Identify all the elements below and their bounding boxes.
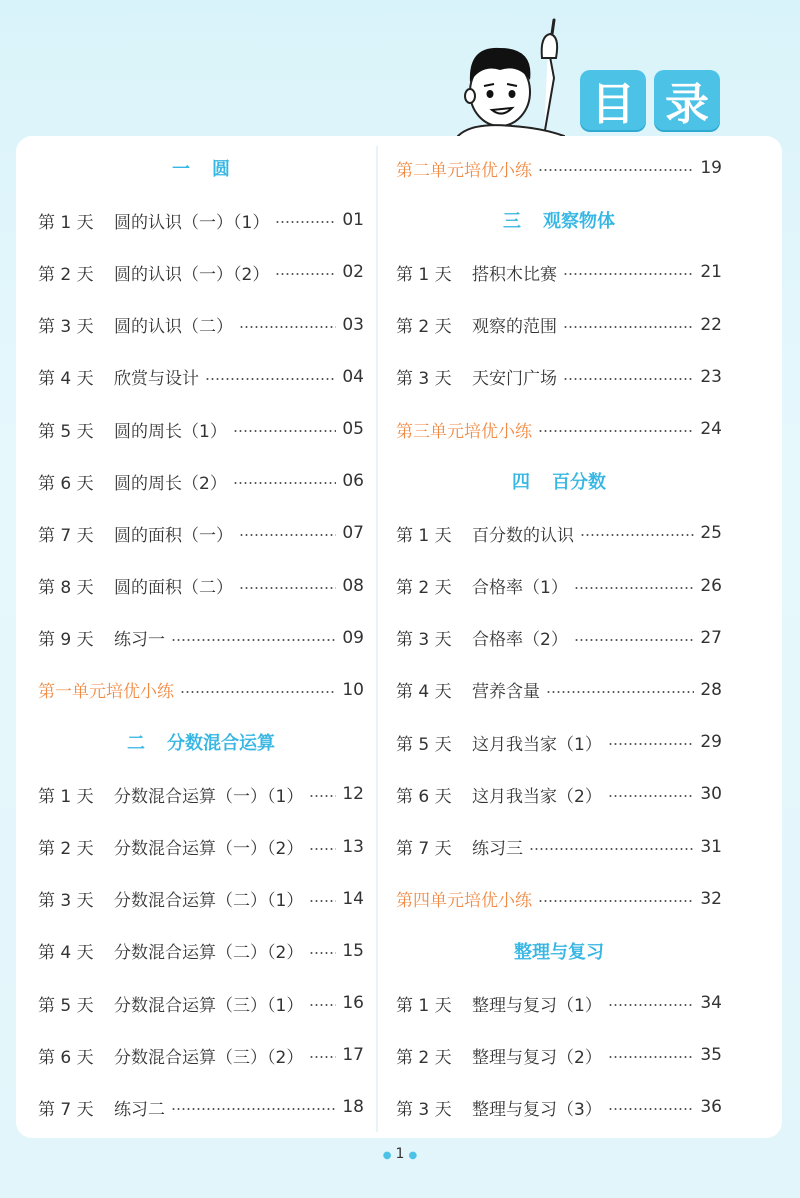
entry-title: 天安门广场	[472, 369, 557, 390]
toc-entry[interactable]	[396, 716, 722, 768]
unit-title: 整理与复习	[514, 941, 604, 963]
day-label: 第 2 天	[396, 1047, 452, 1068]
entry-title: 观察的范围	[472, 317, 557, 338]
review-title: 第三单元培优小练	[396, 421, 532, 442]
unit-title: 圆	[212, 159, 230, 181]
page-number: 31	[700, 836, 722, 857]
unit-review-entry[interactable]	[38, 664, 364, 716]
day-label: 第 8 天	[38, 578, 94, 599]
page-number: 21	[700, 262, 722, 283]
leader-dots	[205, 378, 336, 380]
entry-title: 分数混合运算（二）（2）	[114, 943, 304, 964]
unit-review-entry[interactable]	[396, 873, 722, 925]
page-number: 17	[342, 1045, 364, 1066]
page-number: 13	[342, 836, 364, 857]
page-number: 16	[342, 993, 364, 1014]
entry-title: 圆的周长（1）	[114, 421, 227, 442]
toc-entry[interactable]	[38, 1029, 364, 1081]
entry-title: 这月我当家（2）	[472, 786, 602, 807]
page-number: 24	[700, 419, 722, 440]
page-number: 36	[700, 1097, 722, 1118]
day-label: 第 6 天	[38, 1047, 94, 1068]
page-number: 07	[342, 523, 364, 544]
leader-dots	[309, 848, 336, 850]
toc-entry[interactable]	[396, 246, 722, 298]
toc-entry[interactable]	[38, 194, 364, 246]
page-number: 12	[342, 784, 364, 805]
toc-entry[interactable]	[38, 925, 364, 977]
entry-title: 百分数的认识	[472, 525, 574, 546]
boy-mascot-icon	[452, 18, 572, 148]
day-label: 第 4 天	[396, 682, 452, 703]
leader-dots	[538, 169, 694, 171]
day-label: 第 6 天	[38, 473, 94, 494]
leader-dots	[546, 691, 694, 693]
toc-entry[interactable]	[38, 299, 364, 351]
day-label: 第 5 天	[396, 734, 452, 755]
entry-title: 营养含量	[472, 682, 540, 703]
toc-entry[interactable]	[38, 873, 364, 925]
unit-title: 百分数	[552, 472, 606, 494]
day-label: 第 5 天	[38, 421, 94, 442]
page-number: 02	[342, 262, 364, 283]
entry-title: 整理与复习（2）	[472, 1047, 602, 1068]
leader-dots	[239, 326, 336, 328]
leader-dots	[529, 848, 694, 850]
page-number: 05	[342, 419, 364, 440]
page-number: 30	[700, 784, 722, 805]
day-label: 第 1 天	[396, 525, 452, 546]
day-label: 第 3 天	[396, 1099, 452, 1120]
entry-title: 分数混合运算（一）（2）	[114, 839, 304, 860]
toc-entry[interactable]	[396, 1081, 722, 1133]
leader-dots	[239, 587, 336, 589]
unit-review-entry[interactable]	[396, 403, 722, 455]
toc-entry[interactable]	[396, 1029, 722, 1081]
toc-entry[interactable]	[396, 977, 722, 1029]
day-label: 第 2 天	[396, 317, 452, 338]
footer-dot-icon: ●	[408, 1150, 418, 1161]
entry-title: 圆的周长（2）	[114, 473, 227, 494]
unit-review-entry[interactable]	[396, 142, 722, 194]
page-number: 06	[342, 471, 364, 492]
title-char-2: 录	[654, 70, 720, 130]
leader-dots	[563, 273, 694, 275]
entry-title: 这月我当家（1）	[472, 734, 602, 755]
toc-entry[interactable]	[38, 612, 364, 664]
page-number: 23	[700, 366, 722, 387]
footer-page-number: 1	[395, 1146, 405, 1162]
unit-heading	[38, 716, 364, 768]
day-label: 第 1 天	[38, 786, 94, 807]
day-label: 第 3 天	[38, 891, 94, 912]
leader-dots	[563, 378, 694, 380]
page-number: 19	[700, 158, 722, 179]
leader-dots	[309, 952, 336, 954]
day-label: 第 2 天	[396, 578, 452, 599]
day-label: 第 1 天	[396, 995, 452, 1016]
left-column	[38, 142, 364, 1134]
page-number: 03	[342, 314, 364, 335]
entry-title: 合格率（1）	[472, 578, 568, 599]
toc-entry[interactable]	[396, 768, 722, 820]
page-number: 22	[700, 314, 722, 335]
leader-dots	[171, 639, 336, 641]
leader-dots	[574, 639, 694, 641]
entry-title: 练习一	[114, 630, 165, 651]
entry-title: 分数混合运算（二）（1）	[114, 891, 304, 912]
entry-title: 搭积木比赛	[472, 264, 557, 285]
day-label: 第 7 天	[38, 1099, 94, 1120]
leader-dots	[309, 1004, 336, 1006]
unit-heading	[396, 925, 722, 977]
unit-heading	[38, 142, 364, 194]
leader-dots	[608, 1004, 694, 1006]
day-label: 第 4 天	[38, 943, 94, 964]
leader-dots	[309, 1056, 336, 1058]
unit-number: 三	[503, 211, 521, 233]
leader-dots	[580, 534, 694, 536]
entry-title: 合格率（2）	[472, 630, 568, 651]
footer-dot-icon: ●	[382, 1150, 392, 1161]
day-label: 第 3 天	[396, 369, 452, 390]
leader-dots	[239, 534, 336, 536]
leader-dots	[574, 587, 694, 589]
leader-dots	[538, 430, 694, 432]
page-number: 34	[700, 993, 722, 1014]
entry-title: 练习三	[472, 839, 523, 860]
review-title: 第四单元培优小练	[396, 891, 532, 912]
day-label: 第 7 天	[396, 839, 452, 860]
unit-title: 观察物体	[543, 211, 615, 233]
title-char-1: 目	[580, 70, 646, 130]
leader-dots	[309, 900, 336, 902]
toc-entry[interactable]	[396, 612, 722, 664]
day-label: 第 3 天	[396, 630, 452, 651]
toc-entry[interactable]	[396, 560, 722, 612]
entry-title: 圆的认识（二）	[114, 317, 233, 338]
entry-title: 练习二	[114, 1099, 165, 1120]
leader-dots	[538, 900, 694, 902]
leader-dots	[233, 430, 336, 432]
toc-entry[interactable]	[396, 351, 722, 403]
column-divider	[376, 146, 378, 1132]
day-label: 第 2 天	[38, 839, 94, 860]
entry-title: 圆的面积（二）	[114, 578, 233, 599]
page-number: 28	[700, 679, 722, 700]
unit-number: 四	[512, 472, 530, 494]
page-footer	[0, 1146, 800, 1162]
leader-dots	[608, 1108, 694, 1110]
day-label: 第 5 天	[38, 995, 94, 1016]
page-number: 01	[342, 210, 364, 231]
page-number: 04	[342, 366, 364, 387]
entry-title: 欣赏与设计	[114, 369, 199, 390]
toc-entry[interactable]	[396, 820, 722, 872]
entry-title: 圆的认识（一）（1）	[114, 212, 270, 233]
toc-entry[interactable]	[396, 507, 722, 559]
page-number: 25	[700, 523, 722, 544]
toc-entry[interactable]	[38, 1081, 364, 1133]
page-number: 27	[700, 627, 722, 648]
leader-dots	[608, 743, 694, 745]
toc-entry[interactable]	[396, 299, 722, 351]
leader-dots	[275, 221, 336, 223]
leader-dots	[171, 1108, 336, 1110]
day-label: 第 9 天	[38, 630, 94, 651]
leader-dots	[233, 482, 336, 484]
toc-entry[interactable]	[38, 507, 364, 559]
page-number: 10	[342, 679, 364, 700]
entry-title: 圆的面积（一）	[114, 525, 233, 546]
page-number: 26	[700, 575, 722, 596]
day-label: 第 7 天	[38, 525, 94, 546]
entry-title: 圆的认识（一）（2）	[114, 264, 270, 285]
entry-title: 分数混合运算（一）（1）	[114, 786, 304, 807]
day-label: 第 6 天	[396, 786, 452, 807]
page-number: 14	[342, 888, 364, 909]
unit-number: 一	[172, 159, 190, 181]
entry-title: 分数混合运算（三）（2）	[114, 1047, 304, 1068]
day-label: 第 1 天	[38, 212, 94, 233]
review-title: 第一单元培优小练	[38, 682, 174, 703]
leader-dots	[309, 795, 336, 797]
toc-entry[interactable]	[38, 820, 364, 872]
day-label: 第 3 天	[38, 317, 94, 338]
toc-entry[interactable]	[38, 560, 364, 612]
right-column	[396, 142, 722, 1134]
day-label: 第 1 天	[396, 264, 452, 285]
leader-dots	[608, 795, 694, 797]
leader-dots	[608, 1056, 694, 1058]
leader-dots	[563, 326, 694, 328]
page-number: 29	[700, 732, 722, 753]
unit-number: 二	[127, 733, 145, 755]
entry-title: 整理与复习（1）	[472, 995, 602, 1016]
page-number: 08	[342, 575, 364, 596]
entry-title: 整理与复习（3）	[472, 1099, 602, 1120]
toc-entry[interactable]	[38, 246, 364, 298]
leader-dots	[275, 273, 336, 275]
page-number: 09	[342, 627, 364, 648]
toc-entry[interactable]	[38, 403, 364, 455]
entry-title: 分数混合运算（三）（1）	[114, 995, 304, 1016]
toc-entry[interactable]	[38, 455, 364, 507]
unit-title: 分数混合运算	[167, 733, 275, 755]
day-label: 第 2 天	[38, 264, 94, 285]
page-number: 15	[342, 940, 364, 961]
leader-dots	[180, 691, 336, 693]
day-label: 第 4 天	[38, 369, 94, 390]
unit-heading	[396, 455, 722, 507]
toc-entry[interactable]	[396, 664, 722, 716]
page-number: 35	[700, 1045, 722, 1066]
page-number: 18	[342, 1097, 364, 1118]
unit-heading	[396, 194, 722, 246]
review-title: 第二单元培优小练	[396, 160, 532, 181]
page-number: 32	[700, 888, 722, 909]
toc-entry[interactable]	[38, 977, 364, 1029]
toc-entry[interactable]	[38, 768, 364, 820]
toc-entry[interactable]	[38, 351, 364, 403]
